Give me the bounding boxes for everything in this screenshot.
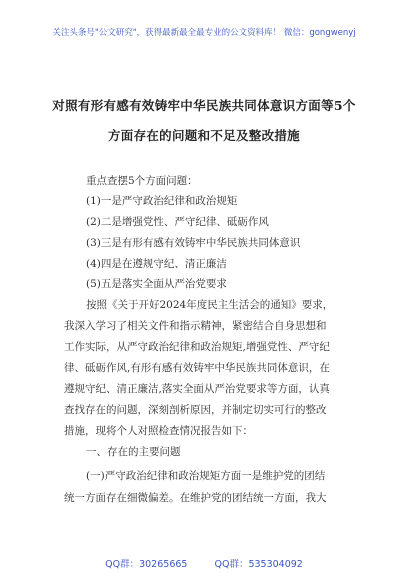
list-item: (1)一是严守政治纪律和政治规矩 xyxy=(86,195,238,207)
header-note: 关注头条号"公文研究"，获得最新最全最专业的公文资料库！ 微信：gongwenyj xyxy=(52,28,356,38)
list-item: (2)二是增强党性、严守纪律、砥砺作风 xyxy=(86,216,269,228)
intro-line: 重点查摆5个方面问题： xyxy=(86,175,198,187)
document-title-line-2: 方面存在的问题和不足及整改措施 xyxy=(107,128,300,143)
section-heading: 一、存在的主要问题 xyxy=(86,446,181,458)
list-item: (5)五是落实全面从严治党要求 xyxy=(86,278,227,290)
paragraph-line: 律、砥砺作风,有形有感有效铸牢中华民族共同体意识，在 xyxy=(64,362,330,374)
footer-qq-group-2: QQ群：535304092 xyxy=(214,559,303,570)
document-title-line-1: 对照有形有感有效铸牢中华民族共同体意识方面等5个 xyxy=(52,98,356,113)
paragraph-line: 我深入学习了相关文件和指示精神，紧密结合自身思想和 xyxy=(64,320,327,332)
paragraph-line: 遵规守纪、清正廉洁,落实全面从严治党要求等方面，认真 xyxy=(64,383,330,395)
paragraph-line: 工作实际，从严守政治纪律和政治规矩,增强党性、严守纪 xyxy=(64,341,330,353)
list-item: (3)三是有形有感有效铸牢中华民族共同体意识 xyxy=(86,237,301,249)
paragraph-line: 查找存在的问题，深刻剖析原因，并制定切实可行的整改 xyxy=(64,404,327,416)
footer-contact xyxy=(0,556,408,570)
subsection-line: (一)严守政治纪律和政治规矩方面一是维护党的团结 xyxy=(86,470,326,482)
paragraph-line: 措施，现将个人对照检查情况报告如下： xyxy=(64,425,253,437)
list-item: (4)四是在遵规守纪、清正廉洁 xyxy=(86,258,227,270)
paragraph-line: 按照《关于开好2024年度民主生活会的通知》要求， xyxy=(86,299,334,311)
subsection-line: 统一方面存在细微偏差。在维护党的团结统一方面，我大 xyxy=(64,492,327,504)
footer-qq-group-1: QQ群：30265665 xyxy=(105,559,188,570)
